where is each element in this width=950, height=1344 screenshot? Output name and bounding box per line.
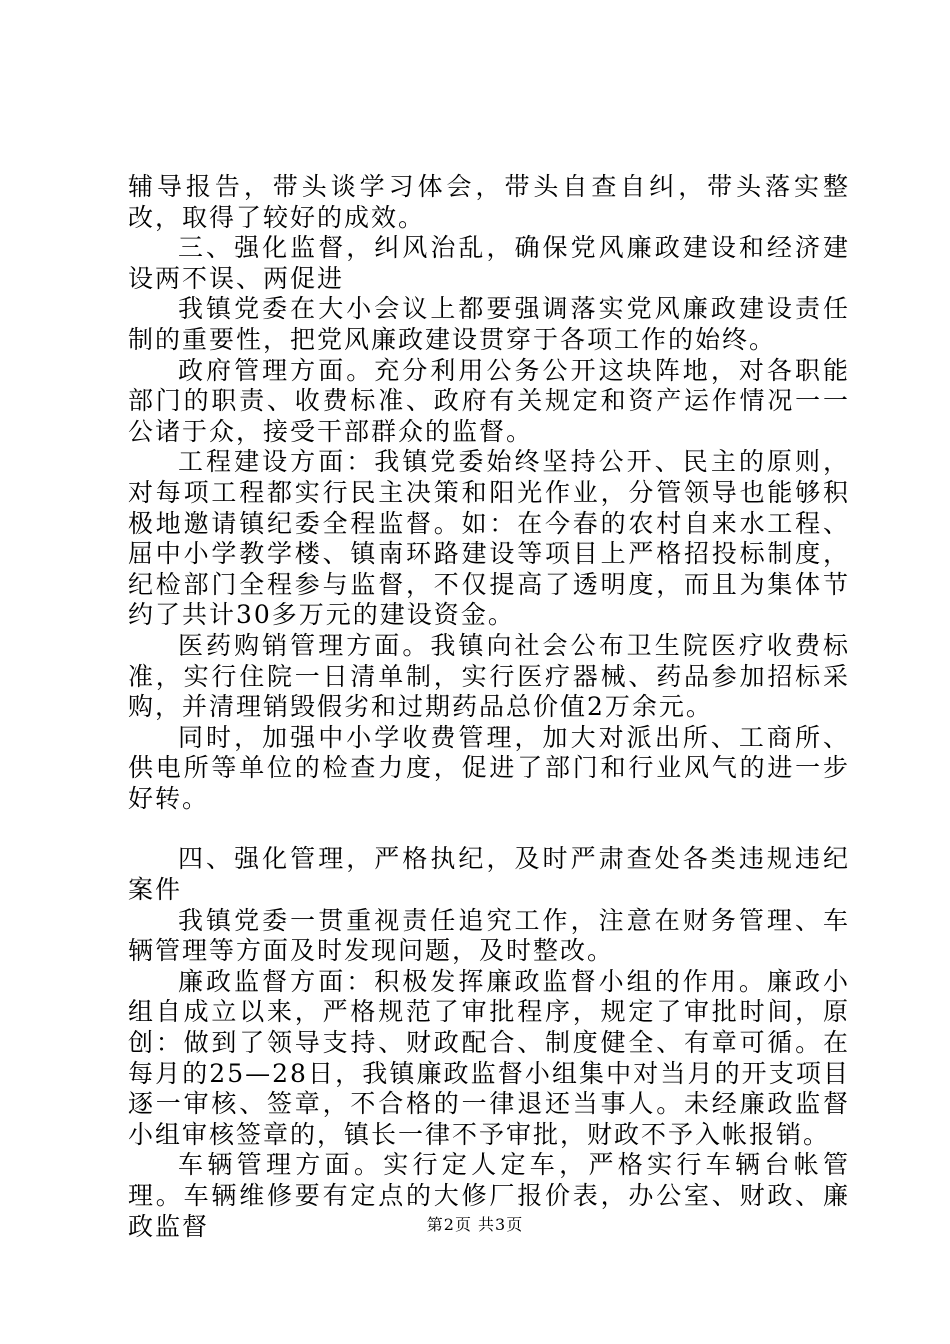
section-heading-3: 三、强化监督，纠风治乱，确保党风廉政建设和经济建设两不误、两促进 [128,233,850,293]
paragraph-vehicle-management: 车辆管理方面。实行定人定车，严格实行车辆台帐管理。车辆维修要有定点的大修厂报价表，办公室、财政、廉政监督 [128,1150,850,1241]
paragraph-continuation: 辅导报告，带头谈学习体会，带头自查自纠，带头落实整改，取得了较好的成效。 [128,172,850,232]
page-indicator: 第2页 共3页 [426,1215,524,1234]
paragraph-government-management: 政府管理方面。充分利用公务公开这块阵地，对各职能部门的职责、收费标准、政府有关规定和资产运作情况一一公诸于众，接受干部群众的监督。 [128,355,850,446]
paragraph-medical: 医药购销管理方面。我镇向社会公布卫生院医疗收费标准，实行住院一日清单制，实行医疗器械、药品参加招标采购，并清理销毁假劣和过期药品总价值2万余元。 [128,630,850,722]
paragraph: 我镇党委在大小会议上都要强调落实党风廉政建设责任制的重要性，把党风廉政建设贯穿于各项工作的始终。 [128,294,850,354]
section-heading-4: 四、强化管理，严格执纪，及时严肃查处各类违规违纪案件 [128,844,850,905]
paragraph-accountability: 我镇党委一贯重视责任追究工作，注意在财务管理、车辆管理等方面及时发现问题，及时整改。 [128,905,850,966]
document-body [128,172,850,1242]
paragraph-integrity-supervision: 廉政监督方面：积极发挥廉政监督小组的作用。廉政小组自成立以来，严格规范了审批程序，规定了审批时间，原创：做到了领导支持、财政配合、制度健全、有章可循。在每月的25—28日，我镇廉政监督小组集中对当月的开支项目逐一审核、签章，不合格的一律退还当事人。未经廉政监督小组审核签章的，镇长一律不予审批，财政不予入帐报销。 [128,966,850,1149]
paragraph-school-fees: 同时，加强中小学收费管理，加大对派出所、工商所、供电所等单位的检查力度，促进了部门和行业风气的进一步好转。 [128,722,850,813]
paragraph-engineering: 工程建设方面：我镇党委始终坚持公开、民主的原则，对每项工程都实行民主决策和阳光作业，分管领导也能够积极地邀请镇纪委全程监督。如：在今春的农村自来水工程、屈中小学教学楼、镇南环路建设等项目上严格招投标制度，纪检部门全程参与监督，不仅提高了透明度，而且为集体节约了共计30多万元的建设资金。 [128,447,850,630]
